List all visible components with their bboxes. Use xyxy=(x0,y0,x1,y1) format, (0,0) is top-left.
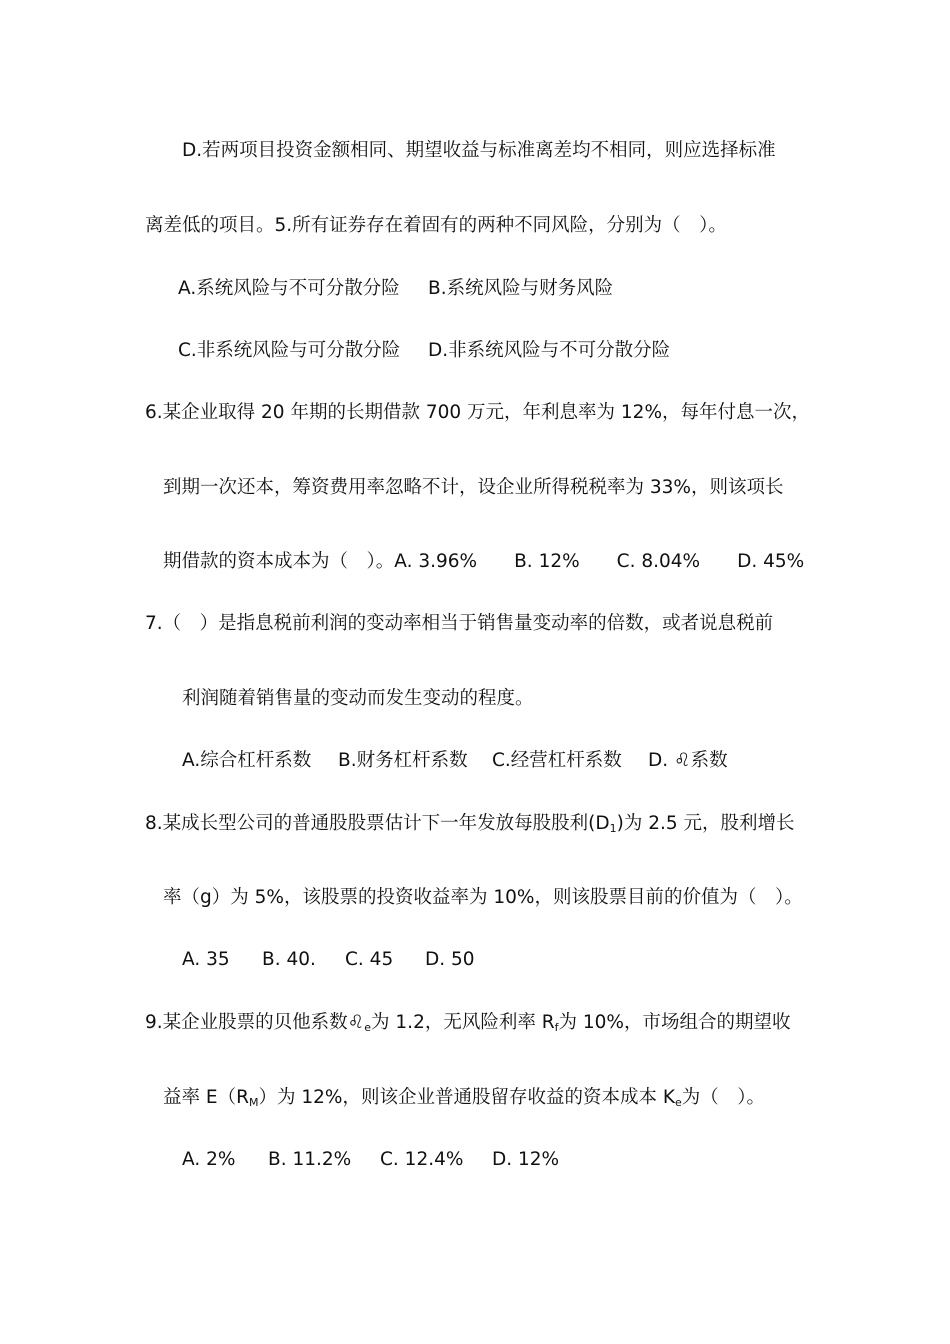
option-b: B. 11.2% xyxy=(268,1149,352,1170)
option-line xyxy=(182,748,728,774)
option-d: D. ♌系数 xyxy=(648,750,728,771)
text-segment: 8.某成长型公司的普通股股票估计下一年发放每股股利(D xyxy=(145,813,610,834)
option-a: A. 35 xyxy=(182,949,230,970)
text-segment: 为 1.2，无风险利率 R xyxy=(371,1012,555,1033)
subscript: 1 xyxy=(609,822,617,835)
option-c: C.经营杠杆系数 xyxy=(492,750,622,771)
option-b: B.系统风险与财务风险 xyxy=(428,278,614,299)
option-b: B.财务杠杆系数 xyxy=(338,750,468,771)
question-8-line xyxy=(145,811,795,837)
option-a: A.综合杠杆系数 xyxy=(182,750,312,771)
text-segment: )为 2.5 元，股利增长 xyxy=(616,813,795,834)
option-line xyxy=(182,947,475,973)
question-6-line: 6.某企业取得 20 年期的长期借款 700 万元，年利息率为 12%，每年付息一次， xyxy=(145,402,811,423)
text-line: 期借款的资本成本为（ ）。A. 3.96% B. 12% C. 8.04% D. 45% xyxy=(163,551,805,572)
option-c: C.非系统风险与可分散分险 xyxy=(178,340,401,361)
subscript: f xyxy=(554,1021,559,1034)
text-line xyxy=(163,1085,765,1111)
option-line xyxy=(178,276,614,302)
text-line: 到期一次还本，筹资费用率忽略不计，设企业所得税税率为 33%，则该项长 xyxy=(163,477,784,498)
option-line xyxy=(178,338,671,364)
option-c: C. 45 xyxy=(345,949,394,970)
text-segment: 为（ ）。 xyxy=(681,1087,765,1108)
option-a: A. 2% xyxy=(182,1149,236,1170)
option-d: D. 50 xyxy=(425,949,475,970)
subscript: e xyxy=(674,1096,682,1109)
text-segment: 9.某企业股票的贝他系数♌ xyxy=(145,1012,365,1033)
text-segment: ）为 12%，则该企业普通股留存收益的资本成本 K xyxy=(258,1087,675,1108)
question-7-line: 7.（ ）是指息税前利润的变动率相当于销售量变动率的倍数，或者说息税前 xyxy=(145,613,774,634)
text-line: 离差低的项目。5.所有证券存在着固有的两种不同风险，分别为（ ）。 xyxy=(145,215,727,236)
text-line: 率（g）为 5%，该股票的投资收益率为 10%，则该股票目前的价值为（ ）。 xyxy=(163,887,803,908)
subscript: M xyxy=(248,1096,259,1109)
question-9-line xyxy=(145,1010,790,1036)
text-line: 利润随着销售量的变动而发生变动的程度。 xyxy=(182,688,534,709)
option-d: D.非系统风险与不可分散分险 xyxy=(428,340,671,361)
text-segment: 为 10%，市场组合的期望收 xyxy=(558,1012,791,1033)
option-b: B. 40. xyxy=(262,949,316,970)
option-a: A.系统风险与不可分散分险 xyxy=(178,278,400,299)
option-line xyxy=(182,1147,560,1173)
option-d: D. 12% xyxy=(492,1149,560,1170)
subscript: e xyxy=(364,1021,372,1034)
text-segment: 益率 E（R xyxy=(163,1087,249,1108)
text-line: D.若两项目投资金额相同、期望收益与标准离差均不相同，则应选择标准 xyxy=(182,140,776,161)
option-c: C. 12.4% xyxy=(380,1149,464,1170)
